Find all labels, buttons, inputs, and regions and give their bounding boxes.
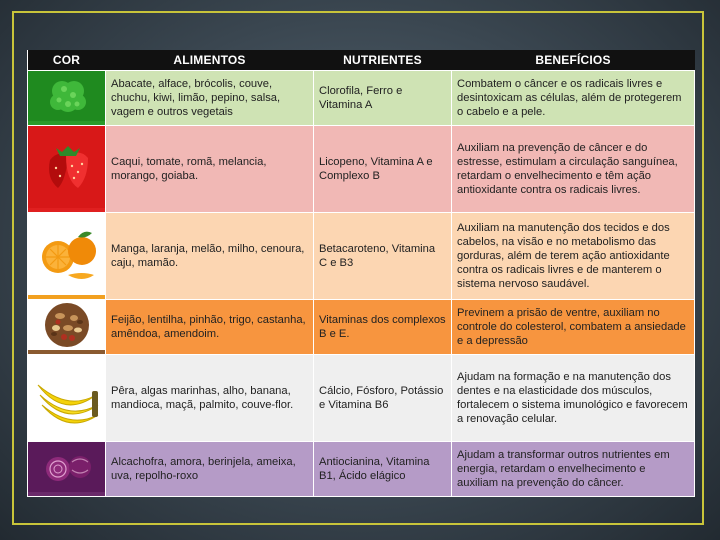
nutrientes-cell: Licopeno, Vitamina A e Complexo B (314, 126, 452, 213)
orange-icon (28, 213, 106, 300)
table-row (28, 355, 695, 442)
nutrientes-cell: Clorofila, Ferro e Vitamina A (314, 71, 452, 126)
header-beneficios: BENEFÍCIOS (452, 50, 695, 71)
header-cor: COR (28, 50, 106, 71)
food-color-table (27, 50, 694, 492)
beneficios-cell: Auxiliam na manutenção dos tecidos e dos cabelos, na visão e no metabolismo das gorduras, além de terem ação antioxidante contra os radicais livres e de manterem o sistema nervoso saudável. (452, 213, 695, 300)
grains-icon (28, 300, 106, 355)
broccoli-icon (28, 71, 106, 126)
strawberry-icon (28, 126, 106, 213)
beneficios-cell: Previnem a prisão de ventre, auxiliam no controle do colesterol, combatem a ansiedade e a depressão (452, 300, 695, 355)
alimentos-cell: Alcachofra, amora, berinjela, ameixa, uva, repolho-roxo (106, 442, 314, 497)
table-row (28, 300, 695, 355)
header-alimentos: ALIMENTOS (106, 50, 314, 71)
banana-icon (28, 355, 106, 442)
beneficios-cell: Auxiliam na prevenção de câncer e do estresse, estimulam a circulação sanguínea, retardam o envelhecimento e têm ação antioxidante contra os radicais livres. (452, 126, 695, 213)
beneficios-cell: Ajudam a transformar outros nutrientes em energia, retardam o envelhecimento e auxiliam na prevenção do câncer. (452, 442, 695, 497)
red-cabbage-icon (28, 442, 106, 497)
header-nutrientes: NUTRIENTES (314, 50, 452, 71)
header-row (28, 50, 695, 71)
beneficios-cell: Ajudam na formação e na manutenção dos dentes e na elasticidade dos músculos, fortalecem o sistema imunológico e favorecem a renovação celular. (452, 355, 695, 442)
table-row (28, 442, 695, 497)
table-row (28, 71, 695, 126)
alimentos-cell: Feijão, lentilha, pinhão, trigo, castanha, amêndoa, amendoim. (106, 300, 314, 355)
nutrientes-cell: Cálcio, Fósforo, Potássio e Vitamina B6 (314, 355, 452, 442)
beneficios-cell: Combatem o câncer e os radicais livres e desintoxicam as células, além de protegerem o cabelo e a pele. (452, 71, 695, 126)
nutrientes-cell: Betacaroteno, Vitamina C e B3 (314, 213, 452, 300)
nutrientes-cell: Antiocianina, Vitamina B1, Ácido elágico (314, 442, 452, 497)
table-row (28, 213, 695, 300)
alimentos-cell: Pêra, algas marinhas, alho, banana, mandioca, maçã, palmito, couve-flor. (106, 355, 314, 442)
alimentos-cell: Manga, laranja, melão, milho, cenoura, caju, mamão. (106, 213, 314, 300)
alimentos-cell: Caqui, tomate, romã, melancia, morango, goiaba. (106, 126, 314, 213)
table-row (28, 126, 695, 213)
alimentos-cell: Abacate, alface, brócolis, couve, chuchu, kiwi, limão, pepino, salsa, vagem e outros vegetais (106, 71, 314, 126)
nutrientes-cell: Vitaminas dos complexos B e E. (314, 300, 452, 355)
